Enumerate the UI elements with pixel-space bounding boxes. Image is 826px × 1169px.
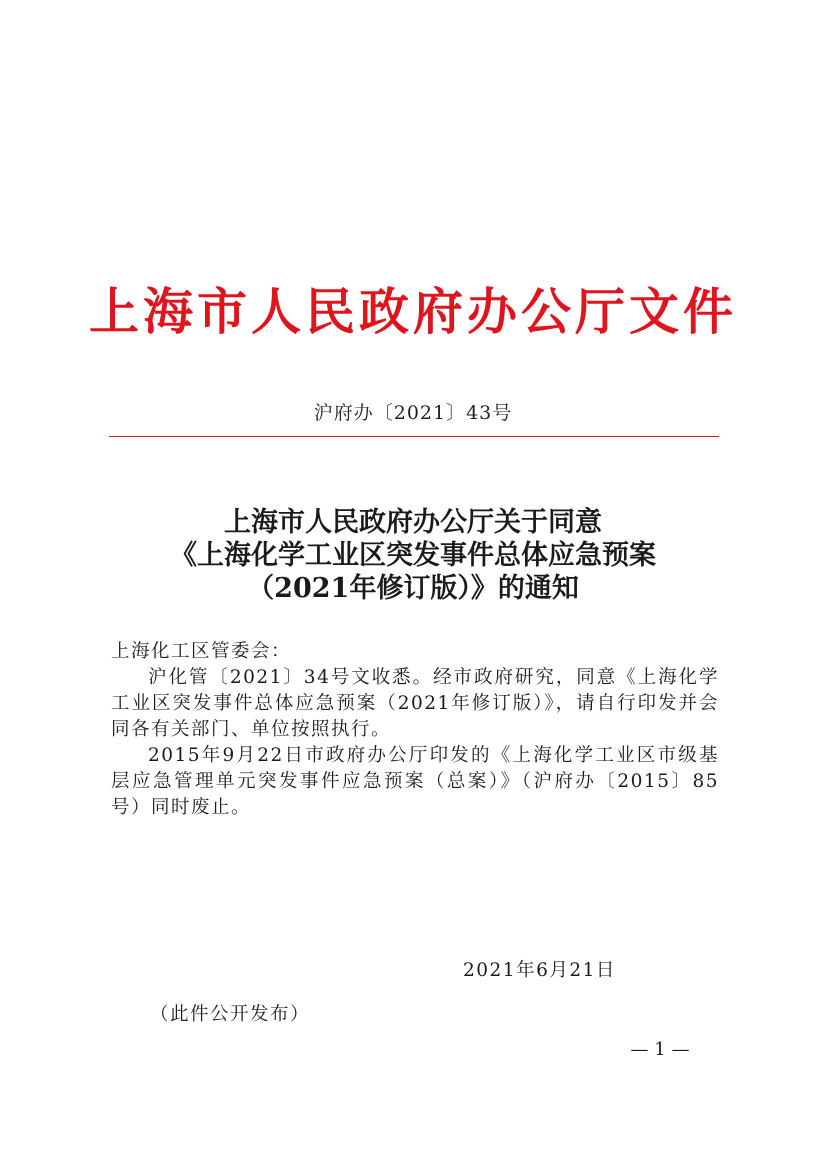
document-number: 沪府办〔2021〕43号 — [313, 402, 513, 424]
issue-date: 2021年6月21日 — [463, 960, 616, 981]
notice-body — [111, 639, 719, 821]
title-line: 《上海化学工业区突发事件总体应急预案 — [170, 540, 656, 571]
page-number: — 1 — — [630, 1039, 690, 1060]
recipient: 上海化工区管委会： — [111, 641, 292, 662]
title-line: （2021年修订版）》的通知 — [247, 573, 579, 604]
title-line: 上海市人民政府办公厅关于同意 — [224, 507, 602, 538]
masthead-title: 上海市人民政府办公厅文件 — [89, 282, 737, 341]
notice-title — [0, 506, 826, 605]
body-paragraph: 沪化管〔2021〕34号文收悉。经市政府研究，同意《上海化学工业区突发事件总体应急预案（2021年修订版）》，请自行印发并会同各有关部门、单位按照执行。 — [111, 667, 719, 740]
disclosure-note: （此件公开发布） — [150, 1004, 311, 1025]
red-divider-line — [109, 436, 719, 437]
body-paragraph: 2015年9月22日市政府办公厅印发的《上海化学工业区市级基层应急管理单元突发事件应急预案（总案）》（沪府办〔2015〕85号）同时废止。 — [111, 745, 719, 818]
